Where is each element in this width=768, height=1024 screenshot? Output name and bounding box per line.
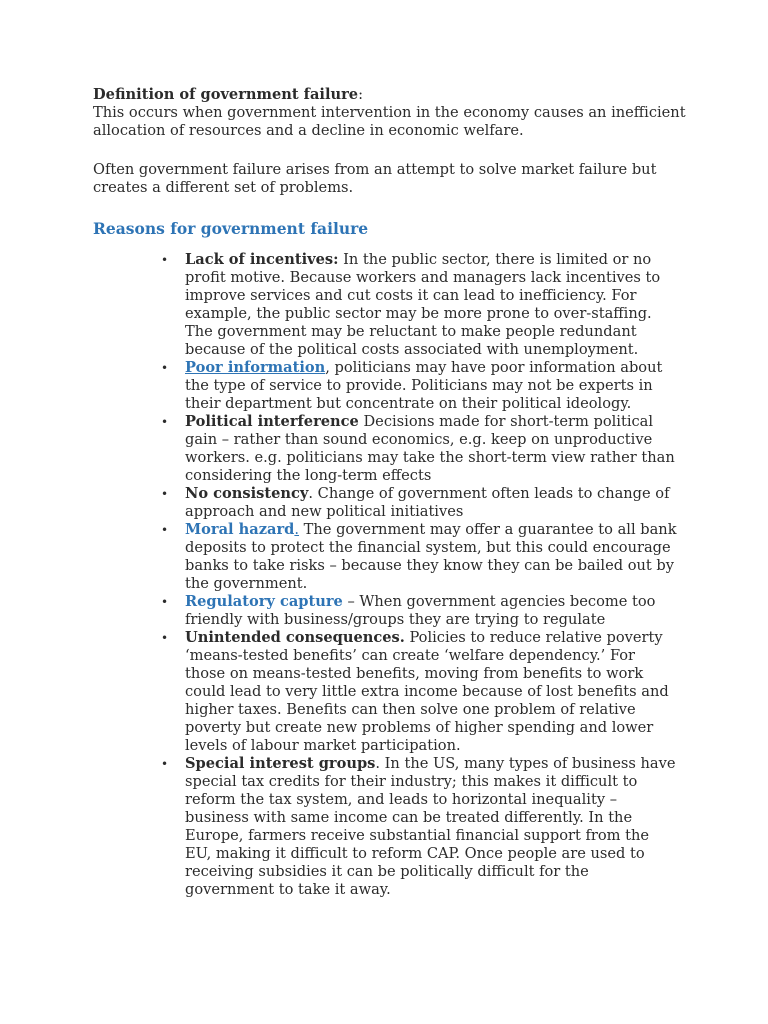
regulatory-capture-link[interactable]: Regulatory capture <box>185 593 343 610</box>
reason-term: Political interference <box>185 413 359 430</box>
reason-term: Lack of incentives: <box>185 251 339 268</box>
list-item <box>161 413 677 485</box>
reason-text: The government may offer a guarantee to all bank deposits to protect the financial system, but this could encourage banks to take risks – because they know they can be bailed out by the government. <box>185 521 677 592</box>
list-item <box>161 485 677 521</box>
reason-text: – When government agencies become too friendly with business/groups they are trying to regulate <box>185 593 656 628</box>
bullet-icon: • <box>161 487 169 501</box>
poor-information-link[interactable]: Poor information <box>185 359 326 376</box>
section-heading: Reasons for government failure <box>93 219 369 238</box>
reason-text: Policies to reduce relative poverty ‘means-tested benefits’ can create ‘welfare dependency.’ For those on means-tested benefits, moving from benefits to work could lead to very little extra income because of lost benefits and higher taxes. Benefits can then solve one problem of relative poverty but create new problems of higher spending and lower levels of labour market participation. <box>185 629 669 754</box>
reason-text: , politicians may have poor information about the type of service to provide. Politicians may not be experts in their department but concentrate on their political ideology. <box>185 359 663 412</box>
intro-paragraph: Often government failure arises from an attempt to solve market failure but creates a different set of problems. <box>93 161 657 196</box>
list-item <box>161 593 677 629</box>
bullet-icon: • <box>161 415 169 429</box>
definition-colon: : <box>358 86 363 103</box>
bullet-icon: • <box>161 631 169 645</box>
definition-text: This occurs when government intervention in the economy causes an inefficient allocation of resources and a decline in economic welfare. <box>93 104 686 139</box>
document-page <box>93 86 693 899</box>
reason-text: Decisions made for short-term political gain – rather than sound economics, e.g. keep on unproductive workers. e.g. politicians may take the short-term view rather than considering the long-term effects <box>185 413 675 484</box>
bullet-icon: • <box>161 253 169 267</box>
reason-term: No consistency <box>185 485 309 502</box>
moral-hazard-link[interactable]: Moral hazard <box>185 521 295 538</box>
definition-paragraph <box>93 86 693 140</box>
reason-term: Unintended consequences. <box>185 629 405 646</box>
reason-term: Special interest groups <box>185 755 376 772</box>
bullet-icon: • <box>161 595 169 609</box>
list-item <box>161 251 677 359</box>
bullet-icon: • <box>161 523 169 537</box>
reason-text: In the public sector, there is limited or no profit motive. Because workers and managers lack incentives to improve services and cut costs it can lead to inefficiency. For example, the public sector may be more prone to over-staffing. The government may be reluctant to make people redundant because of the political costs associated with unemployment. <box>185 251 661 358</box>
list-item <box>161 359 677 413</box>
list-item <box>161 755 677 899</box>
reason-text: . Change of government often leads to change of approach and new political initiatives <box>185 485 670 520</box>
list-item <box>161 521 677 593</box>
definition-heading: Definition of government failure <box>93 86 359 103</box>
reasons-list <box>93 251 693 899</box>
bullet-icon: • <box>161 361 169 375</box>
moral-hazard-link-suffix[interactable]: . <box>294 521 300 538</box>
list-item <box>161 629 677 755</box>
reason-text: . In the US, many types of business have special tax credits for their industry; this makes it difficult to reform the tax system, and leads to horizontal inequality – business with same income can be treated differently. In the Europe, farmers receive substantial financial support from the EU, making it difficult to reform CAP. Once people are used to receiving subsidies it can be politically difficult for the government to take it away. <box>185 755 676 898</box>
bullet-icon: • <box>161 757 169 771</box>
